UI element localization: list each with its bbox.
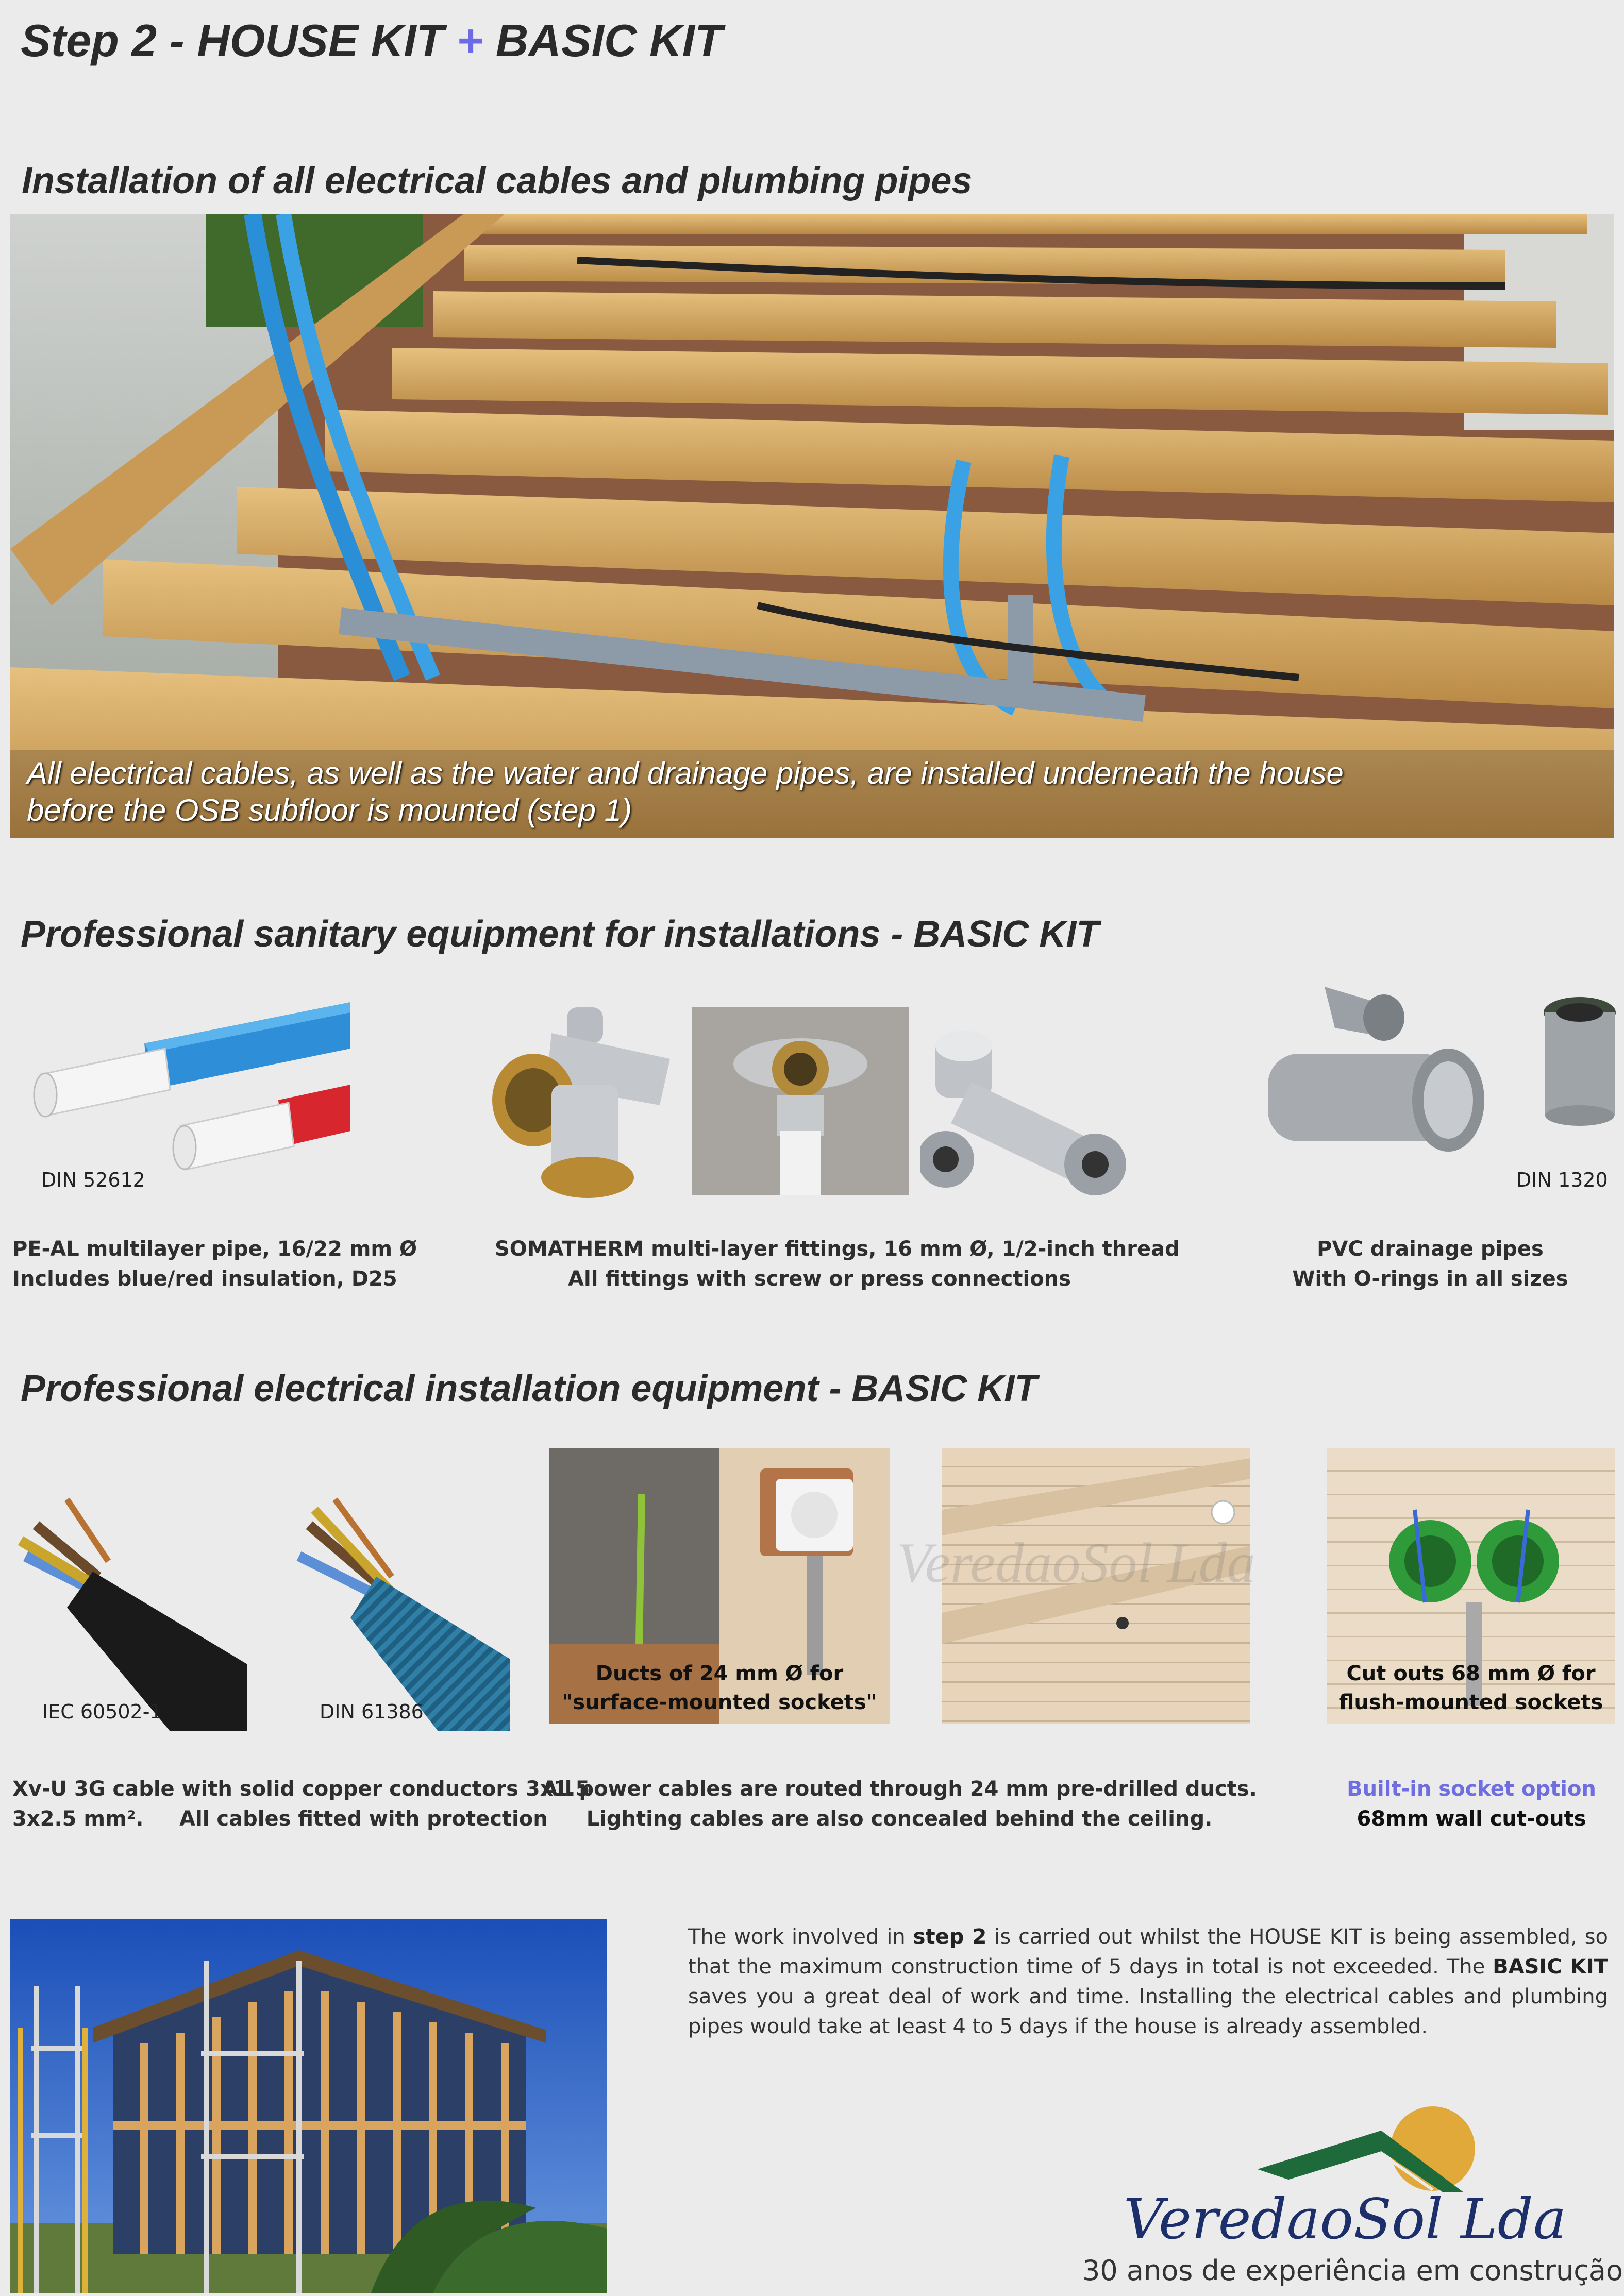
floor-joists-photo bbox=[10, 214, 1614, 838]
logo-company-name: VeredaoSol Lda bbox=[1124, 2187, 1567, 2252]
somatherm-caption bbox=[495, 1234, 1180, 1294]
pvc-caption bbox=[1237, 1234, 1623, 1294]
xvu-caption-line1: Xv-U 3G cable with solid copper conductors 3x1.5 bbox=[12, 1777, 590, 1801]
logo-tagline: 30 anos de experiência em construção bbox=[1082, 2254, 1623, 2287]
duct-overlay-line2: "surface-mounted sockets" bbox=[562, 1691, 877, 1714]
pvc-caption-line1: PVC drainage pipes bbox=[1317, 1237, 1544, 1261]
watermark-text: VeredaoSol Lda bbox=[897, 1531, 1255, 1594]
somatherm-caption-line2: All fittings with screw or press connections bbox=[568, 1267, 1071, 1291]
pvc-caption-line2: With O-rings in all sizes bbox=[1292, 1267, 1568, 1291]
photo-caption-line1: All electrical cables, as well as the water and drainage pipes, are installed underneath the house bbox=[27, 756, 1344, 790]
xvu-cable-image bbox=[5, 1484, 247, 1731]
pe-al-pipe-caption bbox=[12, 1234, 417, 1294]
section-heading-installation: Installation of all electrical cables and plumbing pipes bbox=[22, 160, 973, 201]
page-title bbox=[21, 14, 723, 67]
section-heading-sanitary: Professional sanitary equipment for installations - BASIC KIT bbox=[21, 914, 1099, 955]
press-tee-fitting-image bbox=[920, 1025, 1142, 1201]
step2-description bbox=[688, 1922, 1608, 2041]
ducts-caption bbox=[536, 1774, 1263, 1834]
para-part2: is carried out whilst the HOUSE KIT is being assembled, so that the maximum construction time of 5 days in total is not exceeded. The bbox=[688, 1925, 1608, 1979]
para-part1: The work involved in bbox=[688, 1925, 913, 1949]
company-logo bbox=[1072, 2102, 1623, 2293]
para-bold-step2: step 2 bbox=[913, 1925, 987, 1949]
flush-socket-cutout-photo bbox=[1327, 1448, 1615, 1724]
wall-elbow-fitting-image bbox=[484, 1002, 680, 1203]
somatherm-caption-line1: SOMATHERM multi-layer fittings, 16 mm Ø, 1/2-inch thread bbox=[495, 1237, 1180, 1261]
xvu-cable-caption bbox=[12, 1774, 590, 1834]
din-label-1320: DIN 1320 bbox=[1516, 1169, 1608, 1191]
socket-option-caption-line2: 68mm wall cut-outs bbox=[1357, 1807, 1586, 1831]
ducts-caption-line2: Lighting cables are also concealed behind the ceiling. bbox=[586, 1807, 1213, 1831]
cutout-overlay-line2: flush-mounted sockets bbox=[1338, 1691, 1603, 1714]
title-plus: + bbox=[456, 15, 483, 66]
cutout-overlay-caption bbox=[1327, 1659, 1615, 1717]
ducts-caption-line1: All power cables are routed through 24 mm pre-drilled ducts. bbox=[542, 1777, 1257, 1801]
title-prefix: Step 2 - HOUSE KIT bbox=[21, 15, 444, 66]
socket-option-caption bbox=[1319, 1774, 1623, 1834]
pvc-drainage-pipes-image bbox=[1258, 982, 1618, 1157]
title-suffix: BASIC KIT bbox=[495, 15, 723, 66]
para-part3: saves you a great deal of work and time. Installing the electrical cables and plumbing pipes would take at least 4 to 5 days if the house is already assembled. bbox=[688, 1985, 1608, 2038]
duct-overlay-line1: Ducts of 24 mm Ø for bbox=[595, 1662, 844, 1685]
cutout-overlay-line1: Cut outs 68 mm Ø for bbox=[1346, 1662, 1596, 1685]
section-heading-electrical: Professional electrical installation equipment - BASIC KIT bbox=[21, 1368, 1037, 1409]
duct-surface-socket-photo bbox=[549, 1448, 890, 1724]
installed-fitting-photo bbox=[692, 1007, 909, 1195]
para-bold-basic-kit: BASIC KIT bbox=[1493, 1955, 1608, 1979]
photo-caption bbox=[27, 755, 1344, 829]
conduit-cable-image bbox=[268, 1489, 510, 1731]
pe-al-caption-line2: Includes blue/red insulation, D25 bbox=[12, 1267, 397, 1291]
xvu-caption-line2: 3x2.5 mm². All cables fitted with protection bbox=[12, 1807, 548, 1831]
din-label-52612: DIN 52612 bbox=[41, 1169, 145, 1191]
din-label-61386: DIN 61386 bbox=[320, 1700, 424, 1723]
built-in-socket-option-link[interactable]: Built-in socket option bbox=[1347, 1777, 1596, 1801]
house-under-construction-photo bbox=[10, 1919, 607, 2293]
duct-overlay-caption bbox=[549, 1659, 890, 1717]
photo-caption-line2: before the OSB subfloor is mounted (step 1) bbox=[27, 793, 632, 828]
din-label-iec-60502: IEC 60502-1 bbox=[42, 1700, 162, 1723]
pe-al-caption-line1: PE-AL multilayer pipe, 16/22 mm Ø bbox=[12, 1237, 417, 1261]
